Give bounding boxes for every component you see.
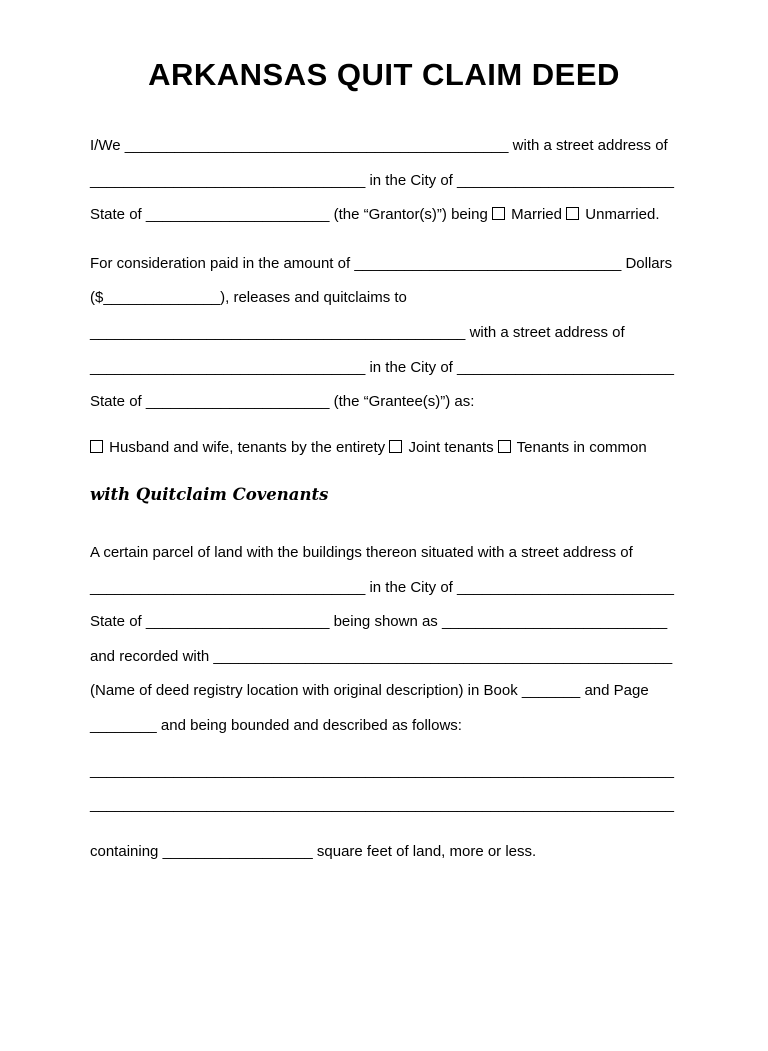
text-segment: ), releases and quitclaims to <box>220 289 407 307</box>
property-state-blank[interactable]: ______________________ <box>145 613 330 631</box>
married-checkbox-icon[interactable] <box>492 207 505 220</box>
amount-words-blank[interactable]: ________________________________ <box>354 254 622 272</box>
document-body <box>90 129 678 869</box>
text-segment: Tenants in common <box>512 438 647 456</box>
text-segment: Husband and wife, tenants by the entirety <box>105 438 390 456</box>
text-segment: and recorded with <box>90 647 214 665</box>
text-segment: containing <box>90 842 163 860</box>
grantee-state-line <box>90 385 678 420</box>
covenant-clause <box>90 478 678 513</box>
text-segment: (the “Grantor(s)”) being <box>329 206 492 224</box>
text-segment: Married <box>506 206 567 224</box>
text-segment: Dollars <box>621 254 673 272</box>
property-state-line <box>90 605 678 640</box>
consideration-amount-line <box>90 247 678 282</box>
bounded-line <box>90 709 678 744</box>
recorded-with-line <box>90 640 678 675</box>
grantor-state-blank[interactable]: ______________________ <box>145 206 330 224</box>
grantee-state-blank[interactable]: ______________________ <box>145 393 330 411</box>
grantee-city-line <box>90 351 678 386</box>
text-segment: State of <box>90 206 146 224</box>
grantee-name-line <box>90 316 678 351</box>
text-segment: and Page <box>580 682 649 700</box>
text-segment: State of <box>90 393 146 411</box>
registry-name-blank[interactable]: _______________________________________________________ <box>213 647 673 665</box>
deed-document-page <box>0 57 768 869</box>
text-segment: A certain parcel of land with the buildings thereon situated with a street address of <box>90 543 633 561</box>
unmarried-checkbox-icon[interactable] <box>566 207 579 220</box>
grantor-street-blank[interactable]: _________________________________ <box>90 171 366 189</box>
description-blank-line-2 <box>90 788 678 823</box>
text-segment: I/We <box>90 137 125 154</box>
text-segment: in the City of <box>365 578 458 596</box>
amount-numeric-blank[interactable]: ______________ <box>103 289 221 307</box>
shown-as-blank[interactable]: ___________________________ <box>441 613 668 631</box>
description-blank-2[interactable]: ______________________________________________________________________ <box>90 796 674 814</box>
text-segment: (Name of deed registry location with original description) in Book <box>90 682 522 700</box>
text-segment: with Quitclaim Covenants <box>90 485 329 505</box>
text-segment: with a street address of <box>465 323 625 341</box>
grantor-city-blank[interactable]: __________________________ <box>457 171 674 189</box>
text-segment: being shown as <box>329 613 442 631</box>
grantor-status-line <box>90 198 678 233</box>
grantee-name-blank[interactable]: _____________________________________________ <box>90 323 466 341</box>
description-blank-line-1 <box>90 754 678 789</box>
book-page-line <box>90 674 678 709</box>
text-segment: in the City of <box>365 358 458 376</box>
grantee-city-blank[interactable]: __________________________ <box>457 358 674 376</box>
grantee-street-blank[interactable]: _________________________________ <box>90 358 366 376</box>
property-city-line <box>90 571 678 606</box>
text-segment: square feet of land, more or less. <box>312 842 537 860</box>
text-segment: Joint tenants <box>404 438 498 456</box>
text-segment: in the City of <box>365 171 458 189</box>
property-intro-line <box>90 536 678 571</box>
joint-tenants-checkbox-icon[interactable] <box>389 440 402 453</box>
text-segment: ($ <box>90 289 104 307</box>
text-segment: Unmarried. <box>581 206 660 224</box>
book-blank[interactable]: _______ <box>521 682 581 700</box>
document-title: ARKANSAS QUIT CLAIM DEED <box>148 57 620 92</box>
grantor-intro-line <box>90 129 678 164</box>
property-street-blank[interactable]: _________________________________ <box>90 578 366 596</box>
grantor-city-line <box>90 164 678 199</box>
text-segment: (the “Grantee(s)”) as: <box>329 393 475 411</box>
tenancy-options-line <box>90 431 678 466</box>
text-segment: with a street address of <box>508 137 668 154</box>
text-segment: State of <box>90 613 146 631</box>
grantor-name-blank[interactable]: ______________________________________________ <box>124 137 509 154</box>
text-segment: and being bounded and described as follows: <box>156 716 462 734</box>
description-blank-1[interactable]: ______________________________________________________________________ <box>90 761 674 779</box>
page-blank[interactable]: ________ <box>90 716 157 734</box>
property-city-blank[interactable]: __________________________ <box>457 578 674 596</box>
text-segment: For consideration paid in the amount of <box>90 254 355 272</box>
consideration-numeric-line <box>90 281 678 316</box>
husband-wife-checkbox-icon[interactable] <box>90 440 103 453</box>
square-feet-blank[interactable]: __________________ <box>162 842 313 860</box>
containing-line <box>90 835 678 870</box>
tenants-in-common-checkbox-icon[interactable] <box>498 440 511 453</box>
